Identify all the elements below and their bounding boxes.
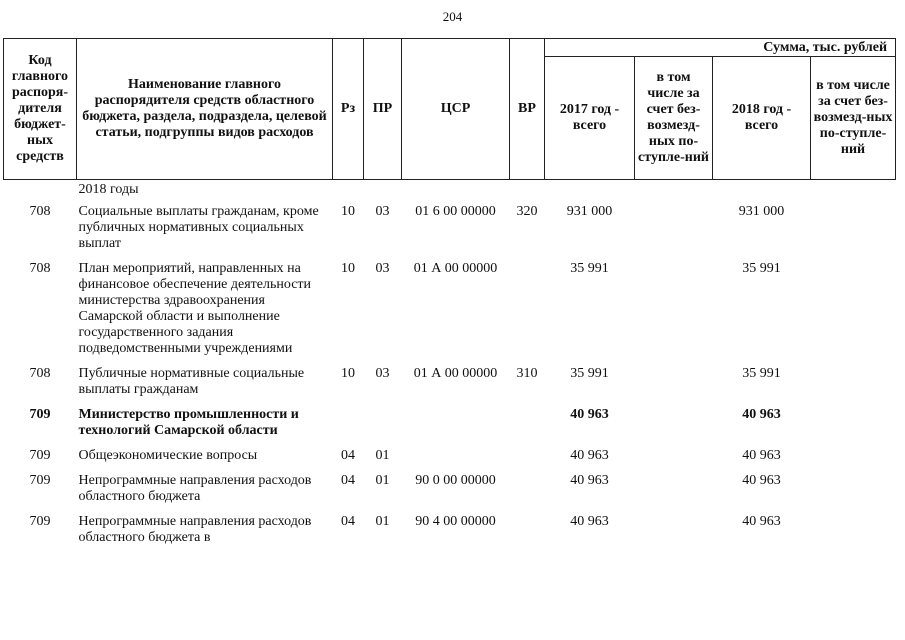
cell-name: Непрограммные направления расходов областного бюджета [78,473,312,504]
header-2017-gratis: в том числе за счет без-возмезд-ных по-ступле-ний [635,57,713,180]
cell-y2017-gratis [635,448,713,473]
cell-rz: 10 [341,204,355,219]
cell-y2018: 40 963 [742,473,781,488]
table-row [4,514,896,555]
cell-pr: 01 [375,448,390,463]
cell-y2017-gratis [635,514,713,555]
cell-csr [402,448,510,473]
cell-pr: 01 [375,473,390,488]
cell-vr: 320 [516,204,538,219]
cell-name: План мероприятий, направленных на финансовое обеспечение деятельности министерства здравоохранения Самарской области и выполнение государственного задания подведомственными учреждениями [78,261,312,356]
cell-y2017: 40 963 [570,473,609,488]
cell-code: 709 [29,514,51,529]
cell-vr [510,514,545,555]
table-row [4,261,896,366]
cell-y2017: 40 963 [570,407,609,422]
cell-code: 708 [29,366,51,381]
table-row [4,204,896,261]
cell-csr: 90 4 00 00000 [415,514,496,529]
page-number: 204 [442,9,463,24]
cell-y2018-gratis [811,407,896,448]
cell-y2017-gratis [635,204,713,261]
table-row [4,366,896,407]
cell-y2018-gratis [811,204,896,261]
cell-y2017-gratis [635,366,713,407]
cell-y2017: 35 991 [570,366,609,381]
header-csr: ЦСР [402,39,510,180]
header-pr: ПР [364,39,402,180]
cell-code: 709 [29,448,51,463]
table-row [4,448,896,473]
cell-y2017: 40 963 [570,514,609,529]
cell-y2018: 40 963 [742,407,781,422]
header-name: Наименование главного распорядителя средств областного бюджета, раздела, подраздела, целевой статьи, подгруппы видов расходов [77,39,333,180]
cell-code: 709 [29,407,51,422]
budget-table [3,38,896,555]
cell-y2018-gratis [811,514,896,555]
header-2018-gratis: в том числе за счет без-возмезд-ных по-ступле-ний [811,57,896,180]
header-vr: ВР [510,39,545,180]
cell-csr: 90 0 00 00000 [415,473,496,488]
cell-y2018-gratis [811,366,896,407]
cell-rz: 04 [341,514,355,529]
header-sum-group: Сумма, тыс. рублей [545,39,896,57]
cell-name: Общеэкономические вопросы [78,448,258,463]
cell-rz: 10 [341,261,355,276]
cell-vr [510,407,545,448]
cell-name: Социальные выплаты гражданам, кроме публичных нормативных социальных выплат [78,204,319,251]
cell-vr [510,261,545,366]
cell-name: Публичные нормативные социальные выплаты гражданам [78,366,305,397]
continuation-text: 2018 годы [78,182,139,197]
cell-y2018-gratis [811,448,896,473]
cell-rz: 04 [341,473,355,488]
table-row [4,473,896,514]
cell-y2018: 40 963 [742,448,781,463]
cell-code: 708 [29,261,51,276]
cell-y2018: 35 991 [742,261,781,276]
header-2018-total: 2018 год - всего [713,57,811,180]
cell-y2017: 35 991 [570,261,609,276]
cell-y2018: 40 963 [742,514,781,529]
cell-pr: 03 [375,366,390,381]
cell-code: 709 [29,473,51,488]
cell-csr: 01 А 00 00000 [413,366,498,381]
header-rz: Рз [333,39,364,180]
cell-name: Министерство промышленности и технологий Самарской области [78,407,299,438]
cell-y2017-gratis [635,473,713,514]
cell-y2018-gratis [811,261,896,366]
table-row [4,407,896,448]
cell-y2017-gratis [635,407,713,448]
cell-rz [333,407,364,448]
cell-csr [402,407,510,448]
cell-y2018: 931 000 [738,204,785,219]
cell-code: 708 [29,204,51,219]
cell-name: Непрограммные направления расходов областного бюджета в [78,514,312,545]
cell-y2018-gratis [811,473,896,514]
cell-y2018: 35 991 [742,366,781,381]
cell-vr: 310 [516,366,538,381]
cell-rz: 10 [341,366,355,381]
cell-csr: 01 6 00 00000 [415,204,496,219]
header-2017-total: 2017 год - всего [545,57,635,180]
continuation-row [4,180,896,205]
cell-pr: 01 [375,514,390,529]
cell-rz: 04 [341,448,355,463]
cell-csr: 01 А 00 00000 [413,261,498,276]
cell-pr: 03 [375,261,390,276]
cell-vr [510,473,545,514]
cell-y2017: 40 963 [570,448,609,463]
cell-vr [510,448,545,473]
cell-pr [364,407,402,448]
header-code: Код главного распоря-дителя бюджет-ных средств [4,39,77,180]
cell-pr: 03 [375,204,390,219]
table-header [4,39,896,180]
table-body [4,180,896,556]
cell-y2017: 931 000 [566,204,613,219]
cell-y2017-gratis [635,261,713,366]
